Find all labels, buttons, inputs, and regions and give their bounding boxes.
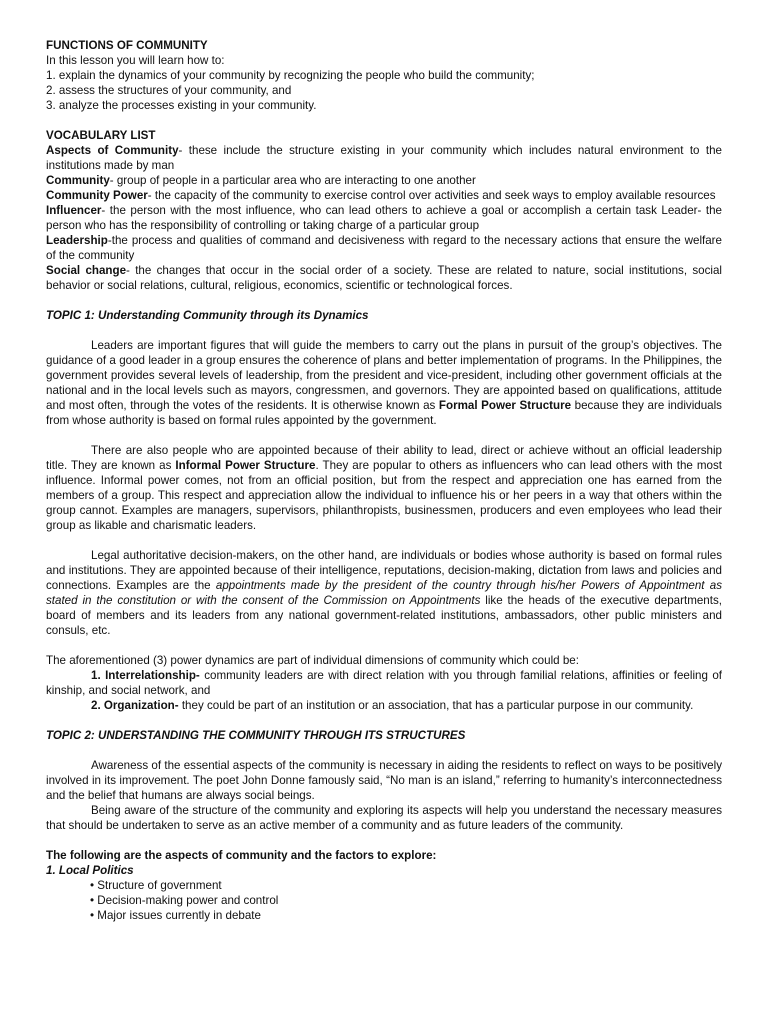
vocab-term: Community Power: [46, 189, 148, 202]
paragraph-text: Leaders are important figures that will guide the members to carry out the plans in pursuit of the group’s objectives. The guidance of a good leader in a group ensures the coherence of plans and better implementation of programs. In the Philippines, the government provides several levels of leadership, from the president and vice-president, including other government officials at the national and in the local levels such as mayors, congressmen, and governors. They are appointed based on qualifications, attitude and most often, through the votes of the residents. It is otherwise known as: [46, 339, 722, 412]
paragraph-text: Legal authoritative decision-makers, on the other hand, are individuals or bodies whose authority is based on formal rules and institutions. They are appointed because of their intelligence, reputations, decision-making, dictation from laws and policies and connections. Examples are the: [46, 549, 722, 592]
dimension-item: [46, 698, 722, 713]
topic1-paragraph-informal-power: [46, 443, 722, 533]
vocab-item: [46, 233, 722, 263]
dimension-item: [46, 668, 722, 698]
vocab-title: VOCABULARY LIST: [46, 129, 156, 142]
dimension-label: 1. Interrelationship-: [91, 669, 200, 682]
vocab-item: [46, 173, 722, 188]
topic1-heading: TOPIC 1: Understanding Community through its Dynamics: [46, 309, 369, 322]
topic1-paragraph-legal-authority: [46, 548, 722, 638]
topic1-paragraph-formal-power: [46, 338, 722, 428]
objective-item: 1. explain the dynamics of your community by recognizing the people who build the community;: [46, 69, 535, 82]
appointments-italic-text: appointments made by the president of the country through his/her Powers of Appointment as stated in the constitution or with the consent of the Commission on Appointments: [46, 579, 722, 607]
topic1-dimensions-intro: The aforementioned (3) power dynamics are part of individual dimensions of community which could be:: [46, 654, 579, 667]
paragraph-text: like the heads of the executive departments, board of members and its leaders from any national government-related institutions, ambassadors, other public ministers and consuls, etc.: [46, 594, 722, 637]
topic2-heading: TOPIC 2: UNDERSTANDING THE COMMUNITY THROUGH ITS STRUCTURES: [46, 729, 466, 742]
vocab-definition: - the capacity of the community to exercise control over activities and seek ways to employ available resources: [147, 189, 716, 202]
vocab-item: [46, 143, 722, 173]
dimension-text: they could be part of an institution or an association, that has a particular purpose in our community.: [178, 699, 694, 712]
list-item: • Decision-making power and control: [90, 893, 722, 908]
vocab-definition: - the changes that occur in the social order of a society. These are related to nature, social institutions, social behavior or social relations, cultural, religious, economics, scientific or technological forces.: [46, 264, 722, 292]
lesson-title: FUNCTIONS OF COMMUNITY: [46, 39, 208, 52]
vocab-item: [46, 188, 722, 203]
vocab-definition: - the person with the most influence, who can lead others to achieve a goal or accomplish a certain task Leader- the person who has the responsibility of controlling or taking charge of a particular group: [46, 204, 722, 232]
objective-item: 2. assess the structures of your community, and: [46, 84, 292, 97]
paragraph-text: There are also people who are appointed because of their ability to lead, direct or achieve without an official leadership title. They are known as: [46, 444, 722, 472]
list-item: • Structure of government: [90, 878, 722, 893]
vocab-item: [46, 263, 722, 293]
local-politics-list: [46, 878, 722, 923]
vocab-term: Aspects of Community: [46, 144, 179, 157]
informal-power-term: Informal Power Structure: [175, 459, 316, 472]
topic2-paragraph-structure: Being aware of the structure of the community and exploring its aspects will help you understand the necessary measures that should be undertaken to serve as an active member of a community and as future leaders of the community.: [46, 804, 722, 832]
vocab-term: Community: [46, 174, 110, 187]
paragraph-text: . They are popular to others as influencers who can lead others with the most influence. Informal power comes, not from an official position, but from the respect and appreciation one has earned from the members of a group. This respect and appreciation allow the individual to influence his or her peers in a way that others within the group cannot. Examples are managers, supervisors, philanthropists, businessmen, producers and even employees who lead their group as likable and charismatic leaders.: [46, 459, 722, 532]
vocab-term: Leadership: [46, 234, 108, 247]
formal-power-term: Formal Power Structure: [438, 399, 572, 412]
objective-item: 3. analyze the processes existing in your community.: [46, 99, 317, 112]
dimension-text: community leaders are with direct relation with you through familial relations, affinities or feeling of kinship, and social network, and: [46, 669, 722, 697]
local-politics-heading: 1. Local Politics: [46, 864, 134, 877]
paragraph-text: because they are individuals from whose authority is based on formal rules appointed by the government.: [46, 399, 722, 427]
list-item: • Major issues currently in debate: [90, 908, 722, 923]
dimension-label: 2. Organization-: [91, 699, 179, 712]
vocab-term: Influencer: [46, 204, 102, 217]
vocab-definition: -the process and qualities of command and decisiveness with regard to the necessary actions that ensure the welfare of the community: [46, 234, 722, 262]
vocab-definition: - these include the structure existing in your community which includes natural environment to the institutions made by man: [46, 144, 722, 172]
vocab-definition: - group of people in a particular area who are interacting to one another: [109, 174, 476, 187]
vocab-term: Social change: [46, 264, 127, 277]
topic2-paragraph-awareness: Awareness of the essential aspects of the community is necessary in aiding the residents to reflect on ways to be positively involved in its improvement. The poet John Donne famously said, “No man is an island,” referring to humanity’s interconnectedness and the belief that humans are always social beings.: [46, 759, 722, 802]
vocab-item: [46, 203, 722, 233]
aspects-heading: The following are the aspects of community and the factors to explore:: [46, 849, 437, 862]
lesson-intro: In this lesson you will learn how to:: [46, 54, 225, 67]
